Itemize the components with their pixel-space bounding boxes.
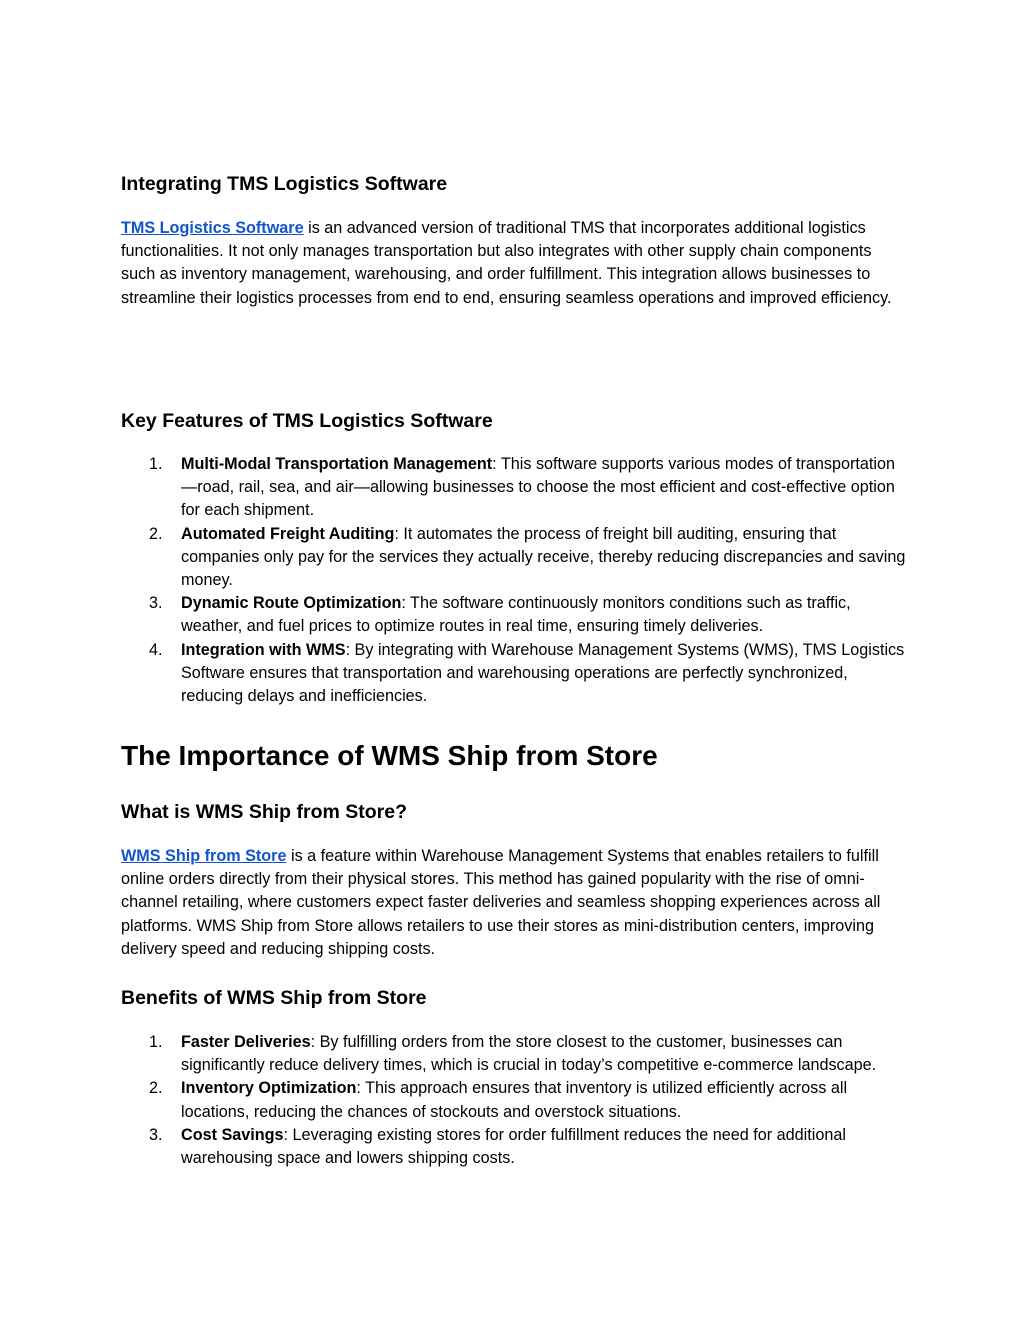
list-item <box>121 1031 907 1077</box>
section-heading-key-features: Key Features of TMS Logistics Software <box>121 410 493 432</box>
list-item-number: 2. <box>149 1079 163 1098</box>
list-item-title: Faster Deliveries <box>181 1033 311 1051</box>
list-item <box>121 592 907 638</box>
key-features-list <box>121 453 907 708</box>
section-heading-what-is-wms: What is WMS Ship from Store? <box>121 801 407 823</box>
list-item-number: 4. <box>149 640 163 659</box>
list-item <box>121 639 907 709</box>
list-item <box>121 1077 907 1123</box>
list-item-text: : The software continuously monitors conditions such as traffic, weather, and fuel prices to optimize routes in real time, ensuring timely deliveries. <box>181 594 851 636</box>
list-item-number: 1. <box>149 1033 163 1051</box>
list-item-text: : This approach ensures that inventory is utilized efficiently across all locations, reducing the chances of stockouts and overstock situations. <box>181 1079 848 1121</box>
list-item-text: : This software supports various modes of transportation—road, rail, sea, and air—allowing businesses to choose the most efficient and cost-effective option for each shipment. <box>181 455 895 520</box>
list-item <box>121 1124 907 1170</box>
intro-paragraph-wms <box>121 845 907 961</box>
section-heading-benefits: Benefits of WMS Ship from Store <box>121 987 427 1009</box>
list-item-number: 1. <box>149 455 163 473</box>
list-item-title: Multi-Modal Transportation Management <box>181 455 493 473</box>
benefits-list <box>121 1031 907 1170</box>
page-title-wms-ship-from-store: The Importance of WMS Ship from Store <box>121 740 658 771</box>
intro-paragraph-tms <box>121 217 907 310</box>
list-item-number: 2. <box>149 524 163 543</box>
list-item-text: : By fulfilling orders from the store closest to the customer, businesses can significantly reduce delivery times, which is crucial in today’s competitive e-commerce landscape. <box>181 1033 877 1075</box>
section-heading-integrating-tms: Integrating TMS Logistics Software <box>121 173 448 195</box>
list-item-title: Inventory Optimization <box>181 1079 357 1098</box>
list-item-text: : It automates the process of freight bill auditing, ensuring that companies only pay for the services they actually receive, thereby reducing discrepancies and saving money. <box>181 524 906 590</box>
list-item-title: Automated Freight Auditing <box>181 524 395 543</box>
list-item-text: : Leveraging existing stores for order fulfillment reduces the need for additional warehousing space and lowers shipping costs. <box>181 1125 846 1168</box>
list-item-title: Cost Savings <box>181 1125 284 1144</box>
list-item <box>121 453 907 523</box>
intro-paragraph-tms-text: is an advanced version of traditional TMS that incorporates additional logistics functionalities. It not only manages transportation but also integrates with other supply chain components such as inventory management, warehousing, and order fulfillment. This integration allows businesses to streamline their logistics processes from end to end, ensuring seamless operations and improved efficiency. <box>121 219 892 307</box>
list-item <box>121 523 907 593</box>
wms-ship-from-store-link[interactable]: WMS Ship from Store <box>121 847 287 865</box>
list-item-number: 3. <box>149 1125 163 1144</box>
list-item-title: Integration with WMS <box>181 640 346 659</box>
tms-logistics-software-link[interactable]: TMS Logistics Software <box>121 219 304 237</box>
intro-paragraph-wms-text: is a feature within Warehouse Management Systems that enables retailers to fulfill online orders directly from their physical stores. This method has gained popularity with the rise of omni-channel retailing, where customers expect faster deliveries and seamless shopping experiences across all platforms. WMS Ship from Store allows retailers to use their stores as mini-distribution centers, improving delivery speed and reducing shipping costs. <box>121 847 881 958</box>
list-item-text: : By integrating with Warehouse Management Systems (WMS), TMS Logistics Software ensures that transportation and warehousing operations are perfectly synchronized, reducing delays and inefficiencies. <box>181 640 905 706</box>
list-item-number: 3. <box>149 594 163 613</box>
list-item-title: Dynamic Route Optimization <box>181 594 402 613</box>
